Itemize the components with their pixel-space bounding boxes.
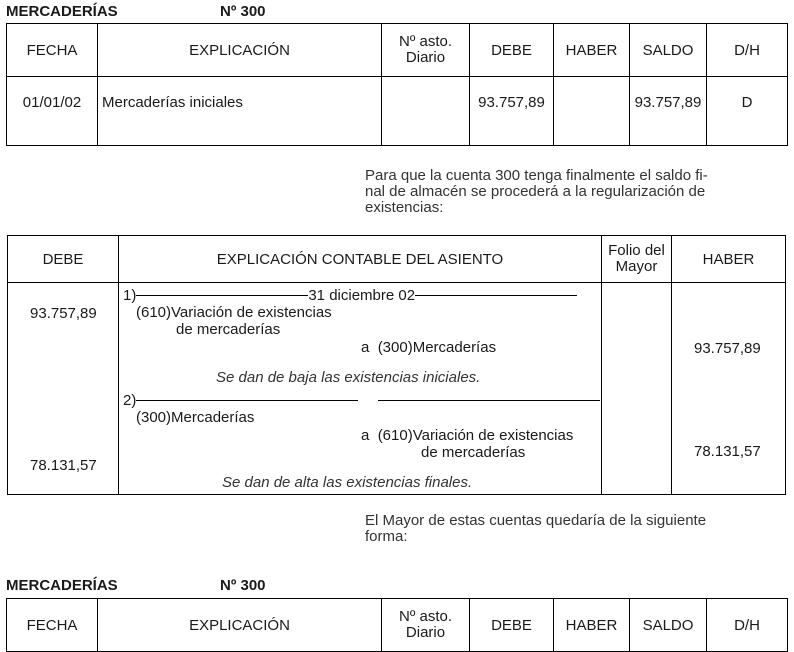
journal-header-debe: DEBE	[8, 236, 119, 283]
entry2-credit-account-line2: de mercaderías	[421, 444, 526, 461]
entry1-credit-amount: 93.757,89	[694, 340, 761, 357]
entry2-credit-account-line1: (610)Variación de existencias	[377, 427, 574, 444]
entry2-note: Se dan de alta las existencias finales.	[222, 474, 473, 491]
entry2-header	[123, 392, 600, 409]
header-fecha: FECHA	[7, 599, 98, 652]
entry1-debit-account-line1: (610)Variación de existencias	[136, 304, 332, 321]
entry2-debit-amount: 78.131,57	[30, 457, 97, 474]
header-haber: HABER	[554, 24, 630, 77]
entry1-note: Se dan de baja las existencias iniciales.	[216, 369, 481, 386]
cell-haber	[554, 77, 630, 146]
entry1-date: 31 diciembre 02	[308, 287, 416, 304]
explanation-paragraph	[365, 168, 765, 216]
journal-header-folio-line1: Folio del	[608, 242, 665, 259]
entry1-credit-line	[361, 339, 496, 356]
header-asto	[382, 24, 470, 77]
header-saldo: SALDO	[630, 599, 707, 652]
entry-separator-rule	[136, 295, 308, 296]
journal-header-haber: HABER	[672, 236, 786, 283]
header-saldo: SALDO	[630, 24, 707, 77]
header-dh: D/H	[707, 24, 788, 77]
entry-separator-rule	[136, 400, 358, 401]
header-asto-line2: Diario	[405, 624, 446, 641]
cell-saldo: 93.757,89	[630, 77, 707, 146]
mayor-paragraph	[365, 513, 765, 545]
entry2-credit-prefix: a	[361, 427, 370, 444]
cell-fecha: 01/01/02	[7, 77, 98, 146]
journal-debe-cell	[8, 283, 119, 495]
header-asto-line2: Diario	[405, 49, 446, 66]
cell-dh: D	[707, 77, 788, 146]
entry1-credit-account: (300)Mercaderías	[377, 339, 497, 356]
header-debe: DEBE	[470, 24, 554, 77]
account-title-2: MERCADERÍAS	[6, 577, 118, 594]
entry2-number: 2)	[123, 392, 137, 409]
ledger-table	[6, 23, 788, 146]
entry1-credit-prefix: a	[361, 339, 370, 356]
entry-separator-rule	[415, 295, 577, 296]
journal-body-row	[8, 283, 786, 495]
ledger-header-row	[7, 24, 788, 77]
entry1-debit-amount: 93.757,89	[30, 305, 97, 322]
entry1-header-line	[123, 287, 577, 304]
cell-asto	[382, 77, 470, 146]
entry2-credit-line	[361, 427, 573, 444]
entry2-credit-amount: 78.131,57	[694, 443, 761, 460]
header-asto-line1: Nº asto.	[399, 33, 452, 50]
paragraph-line: existencias:	[365, 199, 444, 216]
table-row	[7, 77, 788, 146]
header-explicacion: EXPLICACIÓN	[98, 24, 382, 77]
account-title: MERCADERÍAS	[6, 3, 118, 20]
paragraph-line: nal de almacén se procederá a la regularización de	[365, 183, 706, 200]
header-debe: DEBE	[470, 599, 554, 652]
header-fecha: FECHA	[7, 24, 98, 77]
cell-debe: 93.757,89	[470, 77, 554, 146]
paragraph-line: forma:	[365, 528, 408, 545]
account-number: Nº 300	[220, 3, 266, 20]
journal-header-row	[8, 236, 786, 283]
header-asto	[382, 599, 470, 652]
journal-folio-cell	[602, 283, 672, 495]
header-dh: D/H	[707, 599, 788, 652]
journal-explicacion-cell	[119, 283, 602, 495]
entry2-debit-account: (300)Mercaderías	[136, 409, 255, 426]
ledger-header-row	[7, 599, 788, 652]
header-haber: HABER	[554, 599, 630, 652]
header-asto-line1: Nº asto.	[399, 608, 452, 625]
journal-header-folio-line2: Mayor	[615, 258, 658, 275]
paragraph-line: El Mayor de estas cuentas quedaría de la siguiente	[365, 512, 707, 529]
entry1-number: 1)	[123, 287, 137, 304]
ledger-table-2-clip	[6, 598, 788, 641]
ledger-table-2	[6, 598, 788, 652]
journal-table	[7, 235, 786, 495]
paragraph-line: Para que la cuenta 300 tenga finalmente el saldo fi-	[365, 167, 708, 184]
header-explicacion: EXPLICACIÓN	[98, 599, 382, 652]
journal-header-explicacion: EXPLICACIÓN CONTABLE DEL ASIENTO	[119, 236, 602, 283]
cell-explicacion: Mercaderías iniciales	[98, 77, 382, 146]
entry1-debit-account-line2: de mercaderías	[176, 321, 281, 338]
account-number-2: Nº 300	[220, 577, 266, 594]
entry-separator-rule	[378, 400, 600, 401]
journal-header-folio	[602, 236, 672, 283]
journal-haber-cell	[672, 283, 786, 495]
